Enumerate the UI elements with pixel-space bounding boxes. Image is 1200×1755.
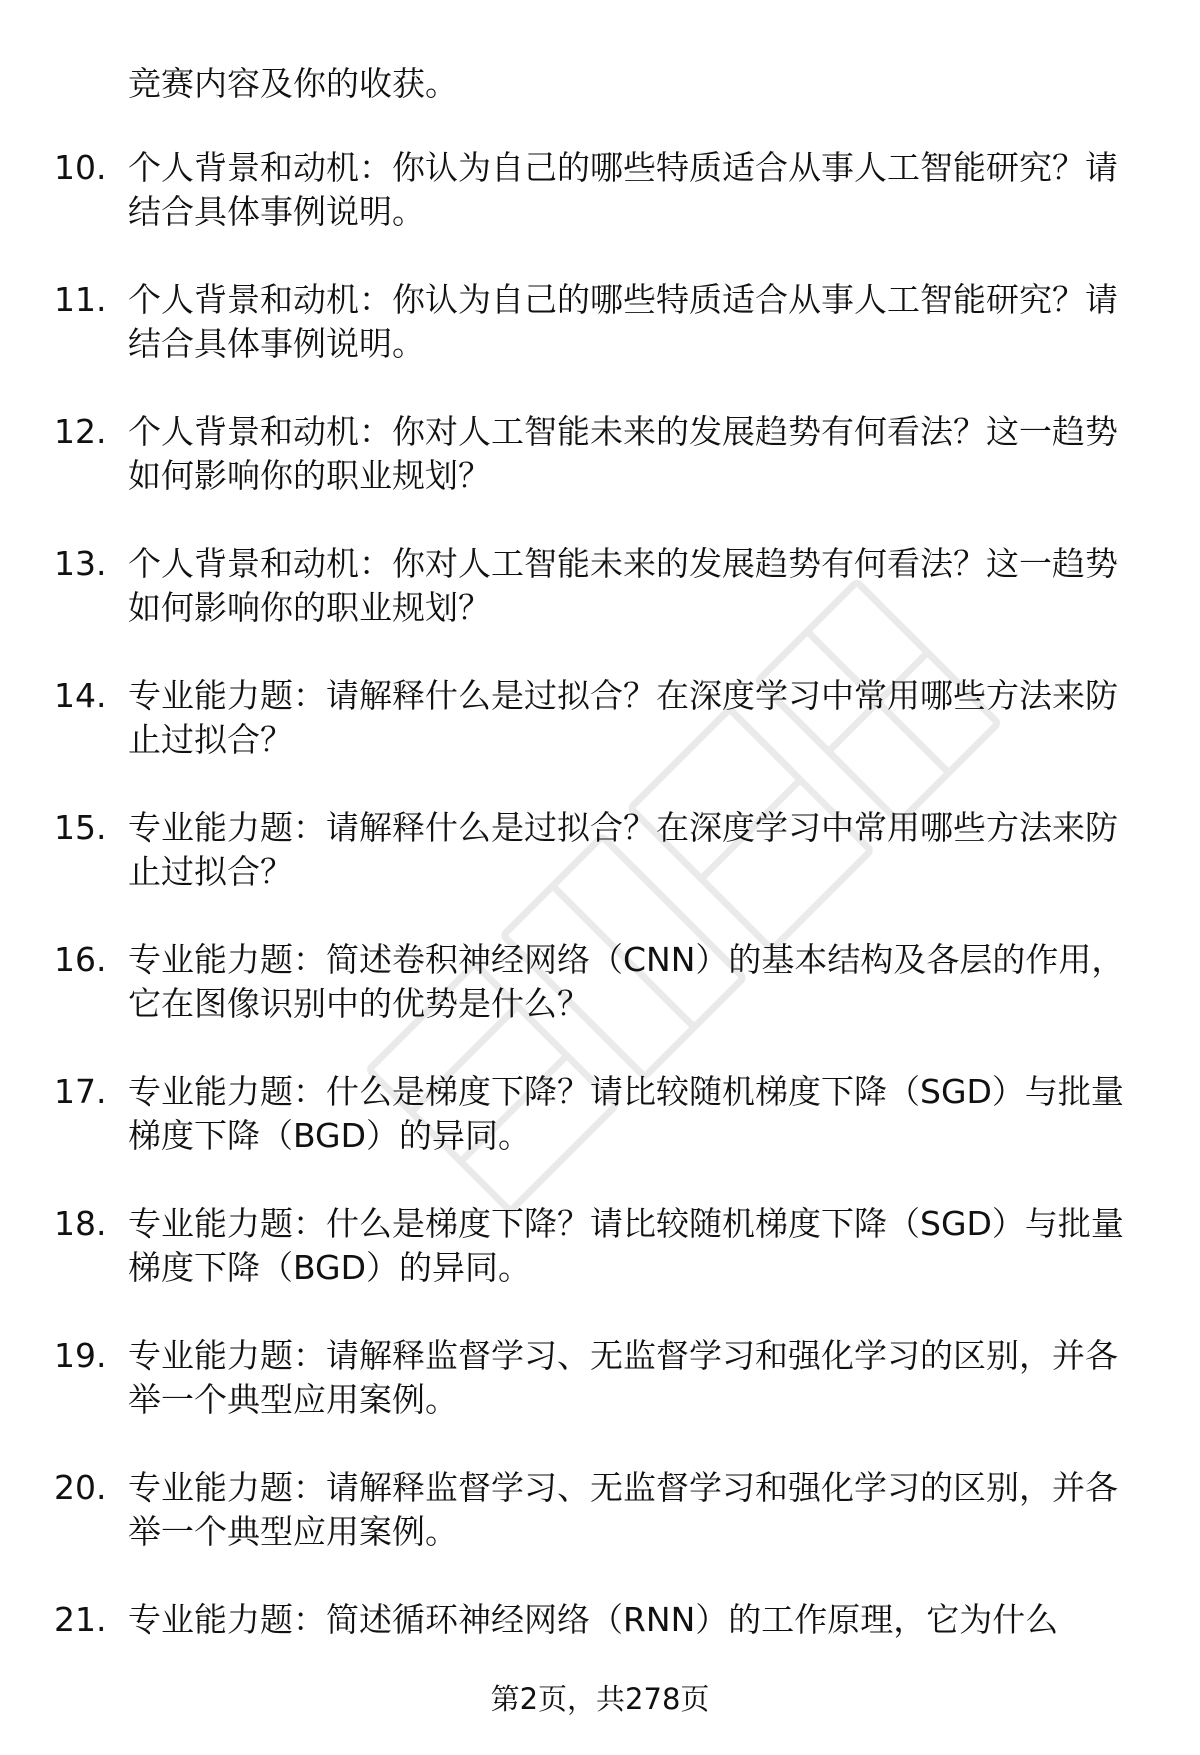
question-item [0, 410, 1200, 542]
question-number: 11. [54, 280, 107, 319]
question-item [0, 1466, 1200, 1598]
question-text: 专业能力题：请解释监督学习、无监督学习和强化学习的区别，并各举一个典型应用案例。 [128, 1336, 1118, 1419]
question-number: 19. [54, 1336, 107, 1375]
question-item [0, 278, 1200, 410]
question-number: 12. [54, 412, 107, 451]
question-text: 专业能力题：简述卷积神经网络（CNN）的基本结构及各层的作用，它在图像识别中的优势是什么？ [128, 940, 1125, 1023]
question-item [0, 1070, 1200, 1202]
question-item [0, 806, 1200, 938]
question-item [0, 1202, 1200, 1334]
question-item [0, 938, 1200, 1070]
question-text: 个人背景和动机：你对人工智能未来的发展趋势有何看法？这一趋势如何影响你的职业规划？ [128, 544, 1118, 627]
question-item [0, 146, 1200, 278]
question-item [0, 1334, 1200, 1466]
question-list [0, 146, 1200, 1730]
question-text: 个人背景和动机：你认为自己的哪些特质适合从事人工智能研究？请结合具体事例说明。 [128, 280, 1118, 363]
question-item [0, 674, 1200, 806]
question-text: 个人背景和动机：你对人工智能未来的发展趋势有何看法？这一趋势如何影响你的职业规划？ [128, 412, 1118, 495]
question-number: 15. [54, 808, 107, 847]
question-text: 专业能力题：请解释什么是过拟合？在深度学习中常用哪些方法来防止过拟合？ [128, 676, 1118, 759]
question-text: 专业能力题：请解释监督学习、无监督学习和强化学习的区别，并各举一个典型应用案例。 [128, 1468, 1118, 1551]
question-item [0, 542, 1200, 674]
question-text: 个人背景和动机：你认为自己的哪些特质适合从事人工智能研究？请结合具体事例说明。 [128, 148, 1118, 231]
question-number: 18. [54, 1204, 107, 1243]
question-number: 17. [54, 1072, 107, 1111]
question-number: 20. [54, 1468, 107, 1507]
page-footer: 第2页，共278页 [490, 1682, 710, 1716]
question-number: 16. [54, 940, 107, 979]
question-number: 14. [54, 676, 107, 715]
question-text: 专业能力题：请解释什么是过拟合？在深度学习中常用哪些方法来防止过拟合？ [128, 808, 1118, 891]
continuation-text: 竞赛内容及你的收获。 [128, 64, 458, 103]
question-text: 专业能力题：什么是梯度下降？请比较随机梯度下降（SGD）与批量梯度下降（BGD）的异同。 [128, 1204, 1124, 1287]
question-number: 13. [54, 544, 107, 583]
question-text: 专业能力题：简述循环神经网络（RNN）的工作原理，它为什么 [128, 1600, 1059, 1639]
question-number: 21. [54, 1600, 107, 1639]
question-text: 专业能力题：什么是梯度下降？请比较随机梯度下降（SGD）与批量梯度下降（BGD）的异同。 [128, 1072, 1124, 1155]
question-number: 10. [54, 148, 107, 187]
